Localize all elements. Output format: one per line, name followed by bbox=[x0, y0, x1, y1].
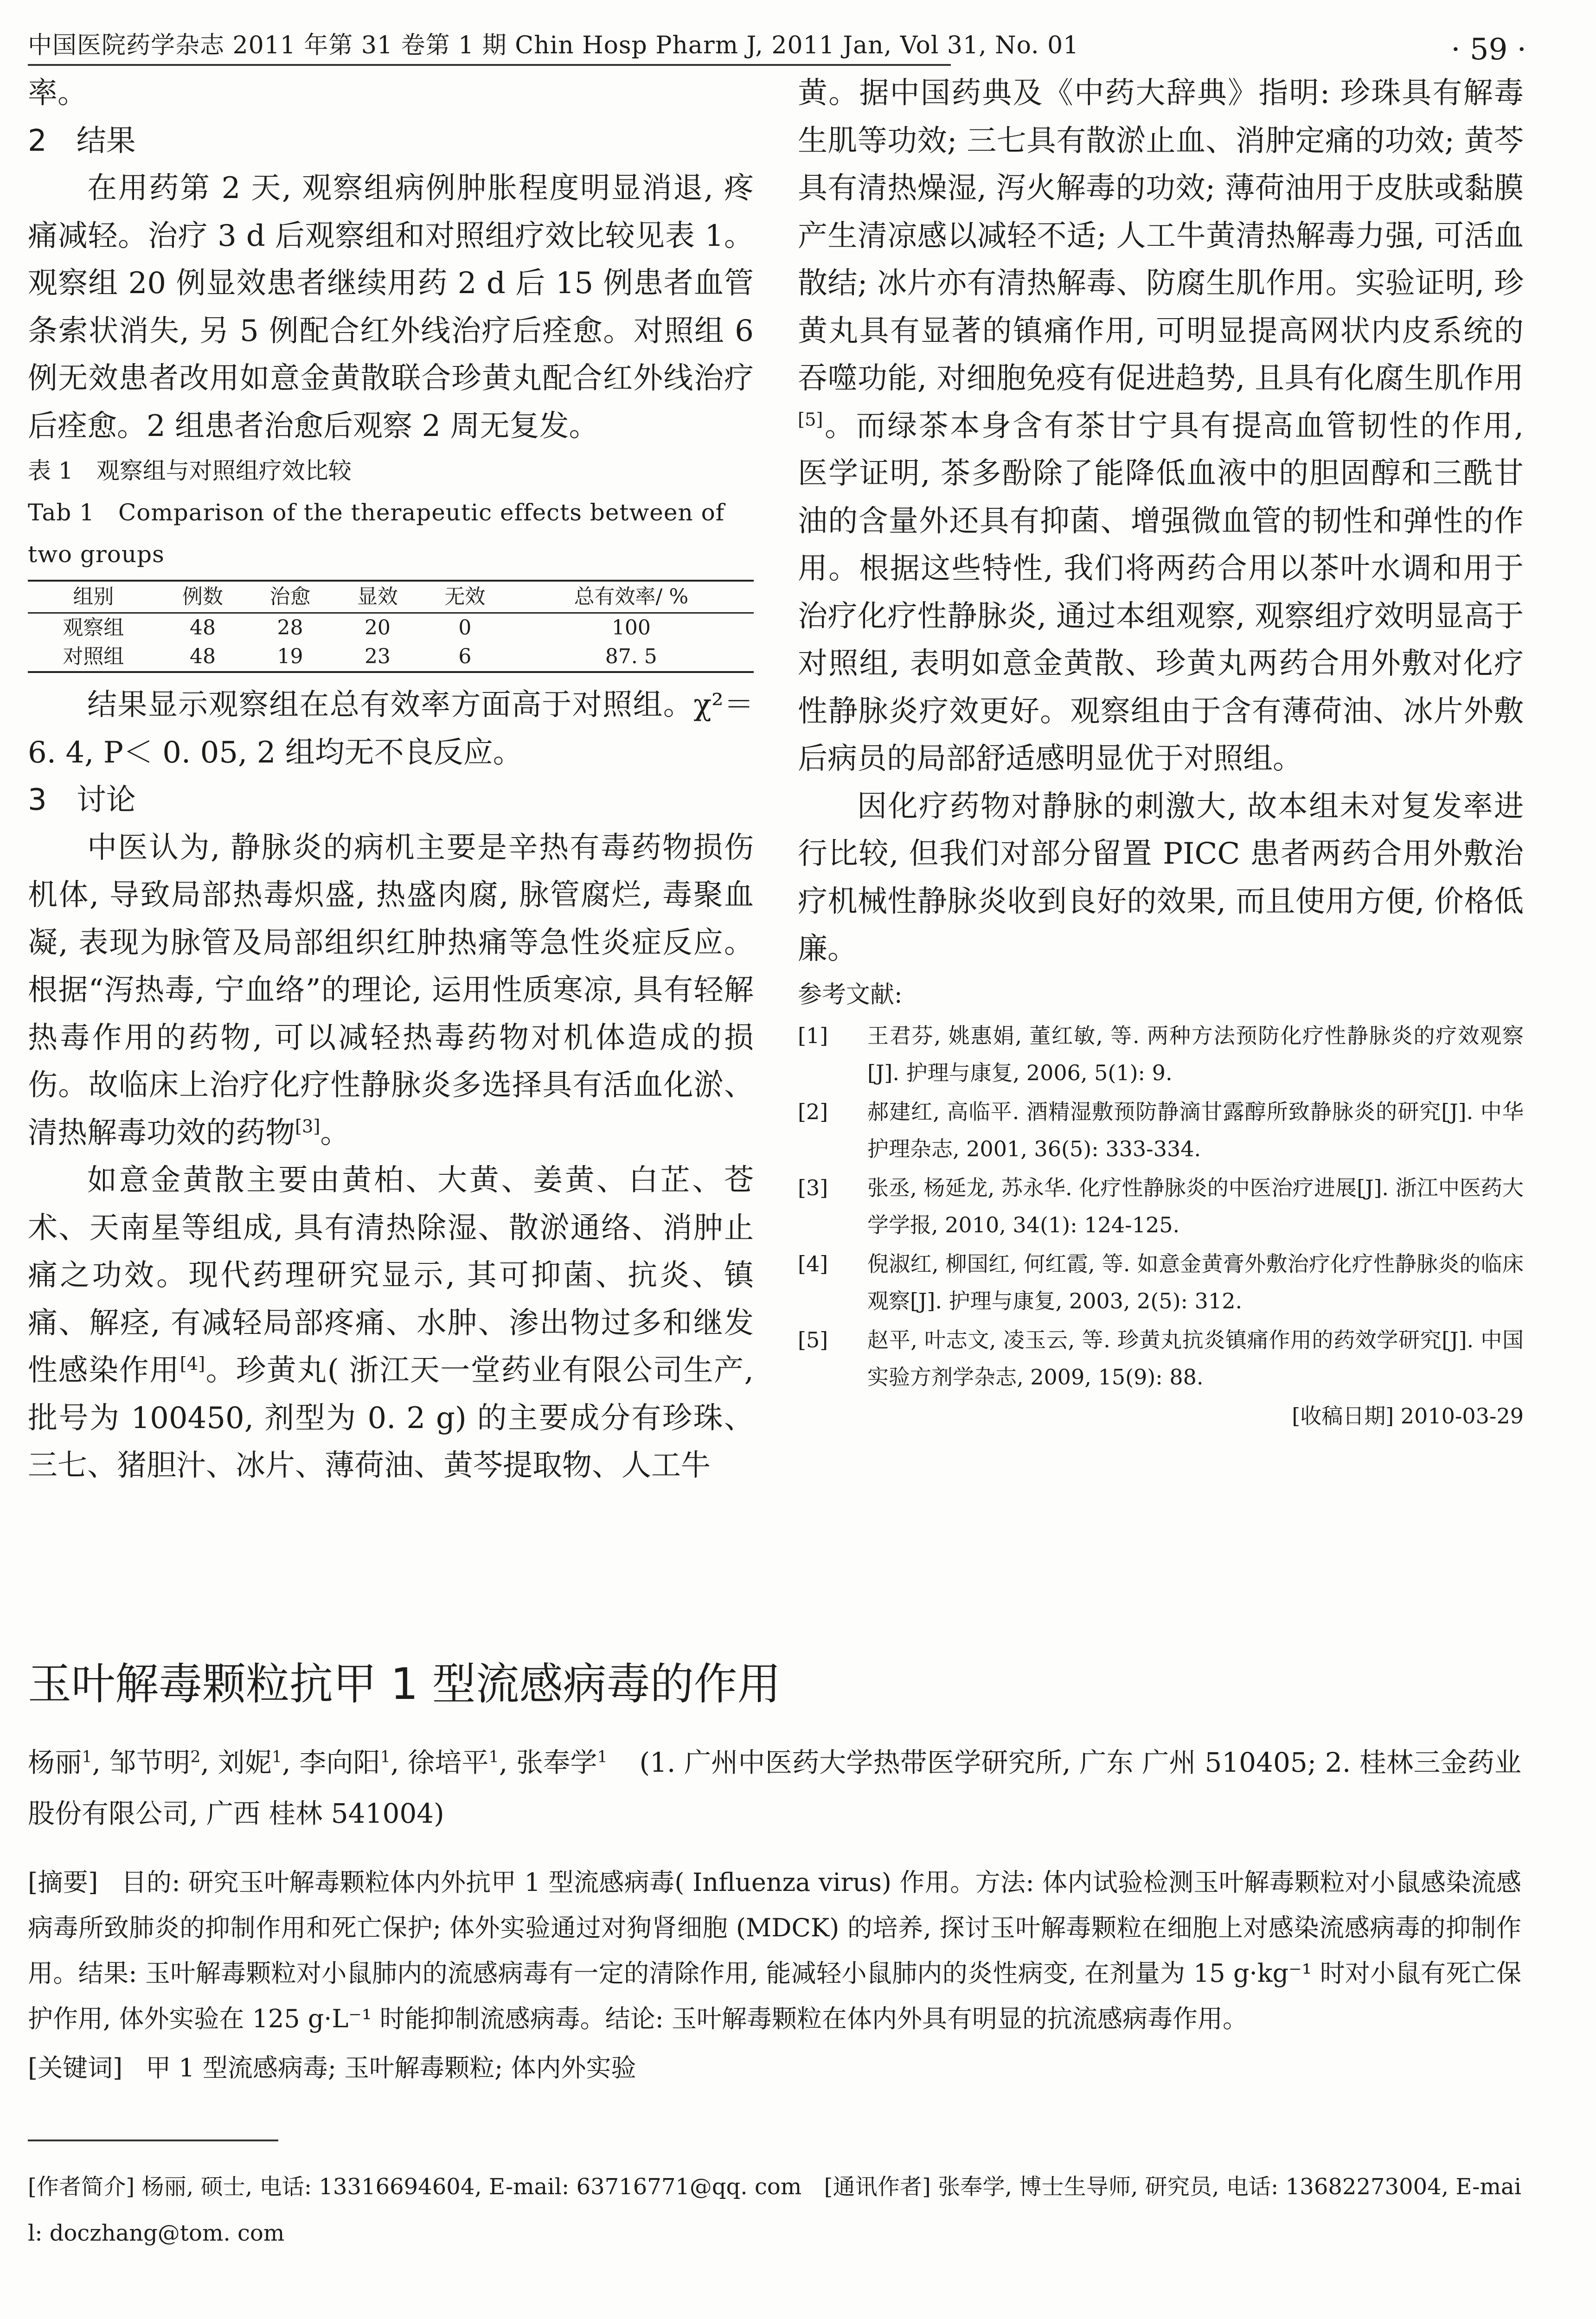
received-date: [收稿日期] 2010-03-29 bbox=[1292, 1403, 1524, 1429]
page-number: · 59 · bbox=[1451, 32, 1526, 67]
table-header-cell: 总有效率/ % bbox=[509, 581, 754, 613]
reference-item bbox=[798, 1093, 1524, 1167]
paragraph-discussion-2 bbox=[28, 1157, 754, 1490]
author-name: 张奉学 bbox=[516, 1747, 597, 1778]
table-cell: 28 bbox=[277, 616, 303, 640]
paragraph-text: 。珍黄丸( 浙江天一堂药业有限公司生产, 批号为 100450, 剂型为 0. 2 g) 的主要成分有珍珠、三七、猪胆汁、冰片、薄荷油、黄芩提取物、人工牛 bbox=[28, 1353, 754, 1483]
reference-item bbox=[798, 1017, 1524, 1091]
paragraph-text: 黄。据中国药典及《中药大辞典》指明: 珍珠具有解毒生肌等功效; 三七具有散淤止血、消肿定痛的功效; 黄芩具有清热燥湿, 泻火解毒的功效; 薄荷油用于皮肤或黏膜产生清凉感以减轻不适; 人工牛黄清热解毒力强, 可活血散结; 冰片亦有清热解毒、防腐生肌作用。实验证明, 珍黄丸具有显著的镇痛作用, 可明显提高网状内皮系统的吞噬功能, 对细胞免疫有促进趋势, 且具有化腐生肌作用 bbox=[798, 76, 1524, 396]
reference-text: 倪淑红, 柳国红, 何红霞, 等. 如意金黄膏外敷治疗化疗性静脉炎的临床观察[J]. 护理与康复, 2003, 2(5): 312. bbox=[867, 1251, 1524, 1313]
paragraph-text: 如意金黄散主要由黄柏、大黄、姜黄、白芷、苍术、天南星等组成, 具有清热除湿、散淤通络、消肿止痛之功效。现代药理研究显示, 其可抑菌、抗炎、镇痛、解痉, 有减轻局部疼痛、水肿、渗出物过多和继发性感染作用 bbox=[28, 1163, 754, 1388]
table-cell: 48 bbox=[159, 642, 246, 672]
table-header-cell: 无效 bbox=[421, 581, 508, 613]
keywords-text: 甲 1 型流感病毒; 玉叶解毒颗粒; 体内外实验 bbox=[146, 2053, 636, 2082]
authors-block: 杨丽$^1$, 邹节明$^2$, 刘妮$^1$, 李向阳$^1$, 徐培平$^1$, 张奉学$^1$ (1. 广州中医药大学热带医学研究所, 广东 广州 510405; 2. 桂林三金药业股份有限公司, 广西 桂林 541004) bbox=[28, 1747, 1521, 1829]
table-header-row bbox=[28, 581, 754, 613]
abstract-block bbox=[28, 1860, 1521, 2091]
table-cell: 0 bbox=[458, 616, 472, 640]
right-column bbox=[798, 70, 1524, 1435]
keywords bbox=[28, 2045, 1521, 2091]
reference-item bbox=[798, 1169, 1524, 1243]
paragraph-discussion-1 bbox=[28, 824, 754, 1157]
footnote-rule bbox=[28, 2140, 278, 2141]
author-name: 徐培平 bbox=[408, 1747, 489, 1778]
paragraph-results: 在用药第 2 天, 观察组病例肿胀程度明显消退, 疼痛减轻。治疗 3 d 后观察组和对照组疗效比较见表 1。观察组 20 例显效患者继续用药 2 d 后 15 例患者血管条索状消失, 另 5 例配合红外线治疗后痊愈。对照组 6 例无效患者改用如意金黄散联合珍黄丸配合红外线治疗后痊愈。2 组患者治愈后观察 2 周无复发。 bbox=[28, 171, 754, 443]
table-cell: 23 bbox=[334, 642, 421, 672]
table-row bbox=[28, 642, 754, 672]
section-heading-results: 2 结果 bbox=[28, 123, 136, 158]
paragraph-results-stat: 结果显示观察组在总有效率方面高于对照组。χ²＝6. 4, P＜ 0. 05, 2 组均无不良反应。 bbox=[28, 688, 754, 770]
paragraph-discussion-3 bbox=[798, 70, 1524, 783]
paragraph-text: 。 bbox=[320, 1115, 350, 1150]
table-header-cell: 显效 bbox=[334, 581, 421, 613]
table-cell: 87. 5 bbox=[509, 642, 754, 672]
abstract bbox=[28, 1860, 1521, 2042]
table-cell: 100 bbox=[611, 616, 651, 640]
citation-ref: [4] bbox=[179, 1353, 205, 1375]
table-cell: 20 bbox=[364, 616, 391, 640]
keywords-label: [关键词] bbox=[28, 2053, 123, 2082]
table-cell: 6 bbox=[421, 642, 508, 672]
citation-ref: [5] bbox=[798, 409, 823, 430]
table-cell: 观察组 bbox=[63, 616, 124, 640]
paragraph-discussion-4: 因化疗药物对静脉的刺激大, 故本组未对复发率进行比较, 但我们对部分留置 PICC 患者两药合用外敷治疗机械性静脉炎收到良好的效果, 而且使用方便, 价格低廉。 bbox=[798, 789, 1524, 966]
table-caption-en: Tab 1 Comparison of the therapeutic effects between of two groups bbox=[28, 499, 725, 568]
reference-number: [1] bbox=[798, 1023, 828, 1048]
citation-ref: [3] bbox=[295, 1116, 320, 1137]
reference-number: [5] bbox=[798, 1327, 828, 1352]
author-affiliation-mark: 1 bbox=[380, 1748, 391, 1767]
reference-text: 郝建红, 高临平. 酒精湿敷预防静滴甘露醇所致静脉炎的研究[J]. 中华护理杂志, 2001, 36(5): 333-334. bbox=[867, 1099, 1524, 1161]
paragraph-text: 。而绿茶本身含有茶甘宁具有提高血管韧性的作用, 医学证明, 茶多酚除了能降低血液中的胆固醇和三酰甘油的含量外还具有抑菌、增强微血管的韧性和弹性的作用。根据这些特性, 我们将两药合用以茶叶水调和用于治疗化疗性静脉炎, 通过本组观察, 观察组疗效明显高于对照组, 表明如意金黄散、珍黄丸两药合用外敷对化疗性静脉炎疗效更好。观察组由于含有薄荷油、冰片外敷后病员的局部舒适感明显优于对照组。 bbox=[798, 409, 1524, 776]
references-heading: 参考文献: bbox=[798, 980, 903, 1009]
article-title: 玉叶解毒颗粒抗甲 1 型流感病毒的作用 bbox=[28, 1659, 781, 1710]
author-name: 邹节明 bbox=[109, 1747, 191, 1778]
author-affiliation-mark: 2 bbox=[190, 1748, 201, 1767]
table-cell: 48 bbox=[189, 616, 216, 640]
table-header-cell: 例数 bbox=[159, 581, 246, 613]
reference-text: 赵平, 叶志文, 凌玉云, 等. 珍黄丸抗炎镇痛作用的药效学研究[J]. 中国实验方剂学杂志, 2009, 15(9): 88. bbox=[867, 1327, 1524, 1390]
reference-item bbox=[798, 1321, 1524, 1396]
author-affiliation-mark: 1 bbox=[82, 1748, 92, 1767]
table-cell: 对照组 bbox=[28, 642, 159, 672]
table-cell: 19 bbox=[246, 642, 333, 672]
table-header-cell: 治愈 bbox=[246, 581, 333, 613]
left-column bbox=[28, 70, 754, 1490]
efficacy-table bbox=[28, 580, 754, 673]
table-row bbox=[28, 613, 754, 643]
references-list bbox=[798, 1017, 1524, 1396]
abstract-label: [摘要] bbox=[28, 1868, 98, 1897]
reference-number: [3] bbox=[798, 1175, 828, 1200]
affiliations: (1. 广州中医药大学热带医学研究所, 广东 广州 510405; 2. 桂林三金药业股份有限公司, 广西 桂林 541004) bbox=[28, 1747, 1521, 1829]
author-affiliation-mark: 1 bbox=[488, 1748, 499, 1767]
author-name: 李向阳 bbox=[299, 1747, 380, 1778]
table-caption-cn: 表 1 观察组与对照组疗效比较 bbox=[28, 457, 352, 484]
section-heading-discussion: 3 讨论 bbox=[28, 783, 136, 817]
author-footnote: [作者简介] 杨丽, 硕士, 电话: 13316694604, E-mail: 63716771@qq. com [通讯作者] 张奉学, 博士生导师, 研究员, 电话: 13682273004, E-mail: doczhang@tom. com bbox=[28, 2174, 1521, 2246]
paragraph: 率。 bbox=[28, 76, 87, 110]
running-header: 中国医院药学杂志 2011 年第 31 卷第 1 期 Chin Hosp Pharm J, 2011 Jan, Vol 31, No. 01 bbox=[28, 32, 1079, 59]
author-name: 杨丽 bbox=[28, 1747, 82, 1778]
reference-number: [2] bbox=[798, 1099, 828, 1124]
author-affiliation-mark: 1 bbox=[272, 1748, 282, 1767]
header-rule bbox=[28, 64, 951, 66]
author-name: 刘妮 bbox=[218, 1747, 272, 1778]
reference-text: 王君芬, 姚惠娟, 董红敏, 等. 两种方法预防化疗性静脉炎的疗效观察[J]. 护理与康复, 2006, 5(1): 9. bbox=[867, 1023, 1524, 1085]
reference-text: 张丞, 杨延龙, 苏永华. 化疗性静脉炎的中医治疗进展[J]. 浙江中医药大学学报, 2010, 34(1): 124-125. bbox=[867, 1175, 1524, 1237]
reference-number: [4] bbox=[798, 1251, 828, 1276]
abstract-text: 目的: 研究玉叶解毒颗粒体内外抗甲 1 型流感病毒( Influenza virus) 作用。方法: 体内试验检测玉叶解毒颗粒对小鼠感染流感病毒所致肺炎的抑制作用和死亡保护; 体外实验通过对狗肾细胞 (MDCK) 的培养, 探讨玉叶解毒颗粒在细胞上对感染流感病毒的抑制作用。结果: 玉叶解毒颗粒对小鼠肺内的流感病毒有一定的清除作用, 能减轻小鼠肺内的炎性病变, 在剂量为 15 g·kg⁻¹ 时对小鼠有死亡保护作用, 体外实验在 125 g·L⁻¹ 时能抑制流感病毒。结论: 玉叶解毒颗粒在体内外具有明显的抗流感病毒作用。 bbox=[28, 1868, 1521, 2033]
table-header-cell: 组别 bbox=[28, 581, 159, 613]
reference-item bbox=[798, 1245, 1524, 1320]
author-affiliation-mark: 1 bbox=[597, 1748, 608, 1767]
paragraph-text: 中医认为, 静脉炎的病机主要是辛热有毒药物损伤机体, 导致局部热毒炽盛, 热盛肉腐, 脉管腐烂, 毒聚血凝, 表现为脉管及局部组织红肿热痛等急性炎症反应。根据“泻热毒, 宁血络”的理论, 运用性质寒凉, 具有轻解热毒作用的药物, 可以减轻热毒药物对机体造成的损伤。故临床上治疗化疗性静脉炎多选择具有活血化淤、清热解毒功效的药物 bbox=[28, 830, 754, 1150]
